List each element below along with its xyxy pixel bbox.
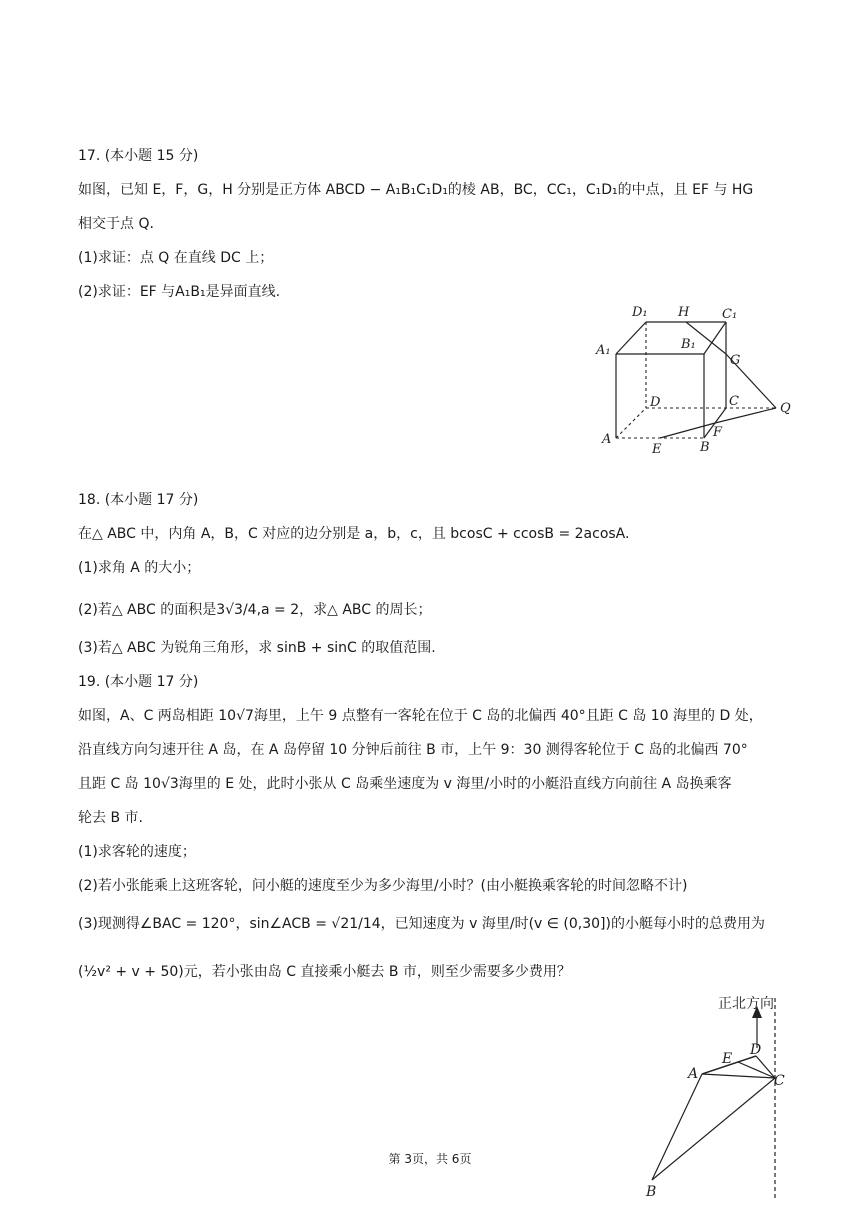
problem-19-question-3: (3)现测得∠BAC = 120°，sin∠ACB = √21/14，已知速度为 v 海里/时(v ∈ (0,30])的小艇每小时的总费用为 — [78, 916, 765, 932]
problem-18-statement: 在△ ABC 中，内角 A，B，C 对应的边分别是 a，b，c，且 bcosC + ccosB = 2acosA. — [78, 526, 630, 542]
page-footer: 第 3页，共 6页 — [388, 1152, 472, 1166]
problem-17-statement-line2: 相交于点 Q. — [78, 216, 154, 232]
problem-17-header: 17. (本小题 15 分) — [78, 148, 199, 164]
problem-19-question-1: (1)求客轮的速度； — [78, 844, 196, 860]
problem-19-question-2: (2)若小张能乘上这班客轮，问小艇的速度至少为多少海里/小时？(由小艇换乘客轮的时间忽略不计) — [78, 878, 688, 894]
label-Q: Q — [780, 401, 791, 416]
navigation-map-figure — [640, 988, 800, 1204]
label-B1: B₁ — [681, 337, 696, 352]
map-label-A: A — [688, 1066, 699, 1082]
problem-18-question-3: (3)若△ ABC 为锐角三角形，求 sinB + sinC 的取值范围. — [78, 640, 436, 656]
label-C1: C₁ — [722, 307, 738, 322]
north-direction-label: 正北方向 — [718, 996, 774, 1012]
problem-18-question-1: (1)求角 A 的大小； — [78, 560, 201, 576]
problem-17-question-2: (2)求证：EF 与A₁B₁是异面直线. — [78, 284, 281, 300]
problem-17-statement-line1: 如图，已知 E，F，G，H 分别是正方体 ABCD − A₁B₁C₁D₁的棱 AB，BC，CC₁，C₁D₁的中点，且 EF 与 HG — [78, 182, 754, 198]
problem-19-statement-line2: 沿直线方向匀速开往 A 岛，在 A 岛停留 10 分钟后前往 B 市，上午 9：30 测得客轮位于 C 岛的北偏西 70° — [78, 742, 748, 758]
map-label-D: D — [750, 1042, 762, 1058]
problem-19-statement-line1: 如图，A、C 两岛相距 10√7海里，上午 9 点整有一客轮在位于 C 岛的北偏西 40°且距 C 岛 10 海里的 D 处， — [78, 708, 763, 724]
problem-18-header: 18. (本小题 17 分) — [78, 492, 199, 508]
label-H: H — [678, 305, 690, 320]
label-B: B — [700, 440, 710, 455]
label-G: G — [730, 353, 741, 368]
problem-19-question-3-cont: (½v² + v + 50)元，若小张由岛 C 直接乘小艇去 B 市，则至少需要多少费用？ — [78, 964, 571, 980]
label-F: F — [713, 425, 723, 440]
cube-figure — [592, 298, 802, 458]
label-C: C — [729, 394, 739, 409]
label-A: A — [602, 432, 612, 447]
problem-17-question-1: (1)求证：点 Q 在直线 DC 上； — [78, 250, 274, 266]
problem-19-header: 19. (本小题 17 分) — [78, 674, 199, 690]
label-A1: A₁ — [596, 343, 611, 358]
label-D1: D₁ — [632, 305, 648, 320]
label-E: E — [652, 442, 662, 457]
map-label-B: B — [646, 1184, 657, 1200]
label-D: D — [650, 395, 661, 410]
map-label-E: E — [722, 1051, 733, 1067]
problem-18-question-2: (2)若△ ABC 的面积是3√3/4,a = 2，求△ ABC 的周长； — [78, 602, 432, 618]
problem-19-statement-line4: 轮去 B 市. — [78, 810, 143, 826]
map-label-C: C — [774, 1073, 785, 1089]
problem-19-statement-line3: 且距 C 岛 10√3海里的 E 处，此时小张从 C 岛乘坐速度为 v 海里/小时的小艇沿直线方向前往 A 岛换乘客 — [78, 776, 732, 792]
